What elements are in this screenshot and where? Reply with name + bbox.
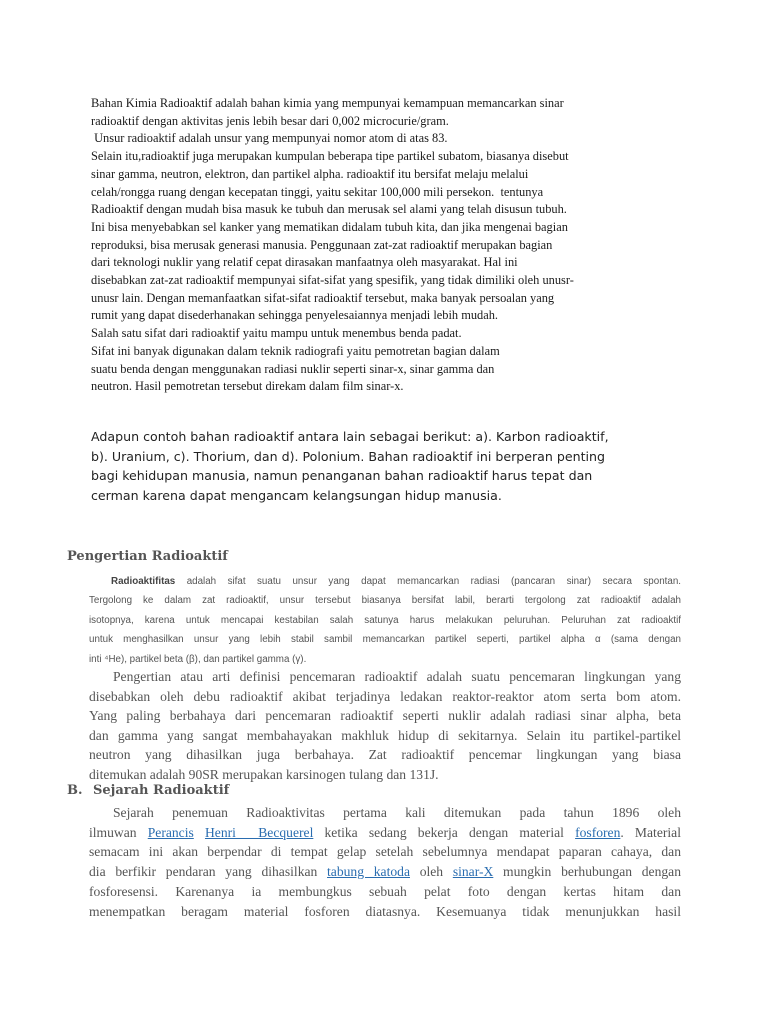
- section-title: Sejarah Radioaktif: [93, 783, 230, 798]
- text-segment: oleh: [409, 864, 453, 880]
- text-line: disebabkan zat-zat radioaktif mempunyai sifat-sifat yang spesifik, yang tidak dimiliki oleh unusr-: [91, 273, 574, 288]
- link-fosforen[interactable]: fosforen: [575, 824, 621, 840]
- text-line: isotopnya, karena untuk mencapai kestabilan salah satunya harus melakukan peluruhan. Peluruhan zat radioaktif: [89, 614, 681, 626]
- text-line: b). Uranium, c). Thorium, dan d). Polonium. Bahan radioaktif ini berperan penting: [91, 448, 606, 464]
- link-tabung-katoda[interactable]: tabung katoda: [327, 864, 410, 880]
- text-line: Adapun contoh bahan radioaktif antara lain sebagai berikut: a). Karbon radioaktif,: [91, 429, 609, 444]
- text-line: [89, 667, 681, 687]
- intro-paragraph: [91, 95, 691, 396]
- section-heading-sejarah: [67, 783, 229, 798]
- text-segment: . Material: [620, 824, 681, 840]
- section-heading-pengertian: Pengertian Radioaktif: [67, 549, 228, 564]
- text-line: Unsur radioaktif adalah unsur yang mempunyai nomor atom di atas 83.: [91, 131, 448, 146]
- text-line: unusr lain. Dengan memanfaatkan sifat-sifat radioaktif tersebut, maka banyak persoalan yang: [91, 290, 555, 305]
- text-line: Sifat ini banyak digunakan dalam teknik radiografi yaitu pemotretan bagian dalam: [91, 343, 500, 358]
- text-line: Salah satu sifat dari radioaktif yaitu mampu untuk menembus benda padat.: [91, 326, 462, 341]
- text-line: suatu benda dengan menggunakan radiasi nuklir seperti sinar-x, sinar gamma dan: [91, 361, 495, 376]
- term-radioaktifitas: Radioaktifitas: [111, 576, 176, 587]
- text-line: menempatkan beragam material fosforen diatasnya. Kesemuanya tidak menunjukkan hasil: [89, 903, 681, 919]
- text-line: Selain itu,radioaktif juga merupakan kumpulan beberapa tipe partikel subatom, biasanya disebut: [91, 149, 569, 164]
- text-line: ditemukan adalah 90SR merupakan karsinogen tulang dan 131J.: [89, 766, 439, 782]
- text-line: Tergolong ke dalam zat radioaktif, unsur tersebut biasanya bersifat labil, berarti tergolong zat radioaktif adalah: [89, 595, 681, 607]
- text-line: bagi kehidupan manusia, namun penanganan bahan radioaktif harus tepat dan: [91, 468, 593, 483]
- text-line: semacam ini akan berpendar di tempat gelap setelah sebelumnya mendapat paparan cahaya, dan: [89, 844, 681, 860]
- text-segment: adalah sifat suatu unsur yang dapat memancarkan radiasi (pancaran sinar) secara spontan.: [175, 576, 681, 587]
- text-line: disebabkan oleh debu radioaktif akibat terjadinya ledakan reaktor-reaktor atom serta bom atom.: [89, 688, 681, 704]
- link-sinar-x[interactable]: sinar-X: [452, 864, 494, 880]
- pencemaran-paragraph: [89, 667, 681, 785]
- examples-paragraph: [91, 427, 691, 505]
- text-line: dan gamma yang sangat membahayakan makhluk hidup di sekitarnya. Selain itu partikel-partikel: [89, 727, 681, 743]
- text-segment: Pengertian atau arti definisi pencemaran radioaktif adalah suatu pencemaran lingkungan yang: [113, 669, 681, 684]
- text-line: sinar gamma, neutron, elektron, dan partikel alpha. radioaktif itu bersifat melaju melalui: [91, 166, 529, 181]
- text-line: reproduksi, bisa merusak generasi manusia. Penggunaan zat-zat radioaktif merupakan bagian: [91, 237, 553, 252]
- text-line: cerman karena dapat mengancam kelangsungan hidup manusia.: [91, 487, 502, 503]
- text-line: untuk menghasilkan unsur yang lebih stabil sambil memancarkan partikel seperti, partikel alpha α (sama dengan: [89, 634, 681, 646]
- text-line: celah/rongga ruang dengan kecepatan tinggi, yaitu sekitar 100,000 mili persekon. tentunya: [91, 184, 544, 199]
- text-line: [89, 803, 681, 823]
- text-line: dari teknologi nuklir yang relatif cepat dirasakan manfaatnya oleh masyarakat. Hal ini: [91, 255, 518, 270]
- text-line: Bahan Kimia Radioaktif adalah bahan kimia yang mempunyai kemampuan memancarkan sinar: [91, 96, 564, 110]
- text-segment: dia berfikir pendaran yang dihasilkan: [89, 864, 328, 880]
- text-line: neutron yang dihasilkan juga berbahaya. Zat radioaktif pencemar lingkungan yang biasa: [89, 747, 681, 763]
- text-line: [89, 862, 681, 882]
- link-henri-becquerel[interactable]: Henri Becquerel: [204, 824, 314, 840]
- section-number: B.: [67, 783, 83, 798]
- text-line: Yang paling berbahaya dari pencemaran radioaktif seperti nuklir adalah radiasi sinar alpha, beta: [89, 708, 681, 724]
- text-line: Ini bisa menyebabkan sel kanker yang mematikan didalam tubuh kita, dan jika mengenai bagian: [91, 219, 568, 234]
- text-segment: Sejarah penemuan Radioaktivitas pertama kali ditemukan pada tahun 1896 oleh: [113, 805, 681, 820]
- text-line: [89, 823, 681, 843]
- text-line: [89, 572, 681, 591]
- text-line: Radioaktif dengan mudah bisa masuk ke tubuh dan merusak sel alami yang telah disusun tubuh.: [91, 202, 567, 217]
- text-line: fosforesensi. Karenanya ia membungkus sebuah pelat foto dengan kertas hitam dan: [89, 883, 681, 899]
- text-line: inti ⁴He), partikel beta (β), dan partikel gamma (γ).: [89, 653, 307, 665]
- text-line: rumit yang dapat disederhanakan sehingga penyelesaiannya menjadi lebih mudah.: [91, 308, 499, 323]
- text-segment: ilmuwan: [89, 824, 148, 840]
- sejarah-paragraph: [89, 803, 681, 921]
- pengertian-paragraph: [89, 572, 681, 669]
- text-line: neutron. Hasil pemotretan tersebut direkam dalam film sinar-x.: [91, 379, 404, 394]
- text-line: radioaktif dengan aktivitas jenis lebih besar dari 0,002 microcurie/gram.: [91, 113, 449, 128]
- text-segment: ketika sedang bekerja dengan material: [313, 824, 576, 840]
- link-perancis[interactable]: Perancis: [147, 824, 194, 840]
- text-segment: mungkin berhubungan dengan: [493, 864, 681, 880]
